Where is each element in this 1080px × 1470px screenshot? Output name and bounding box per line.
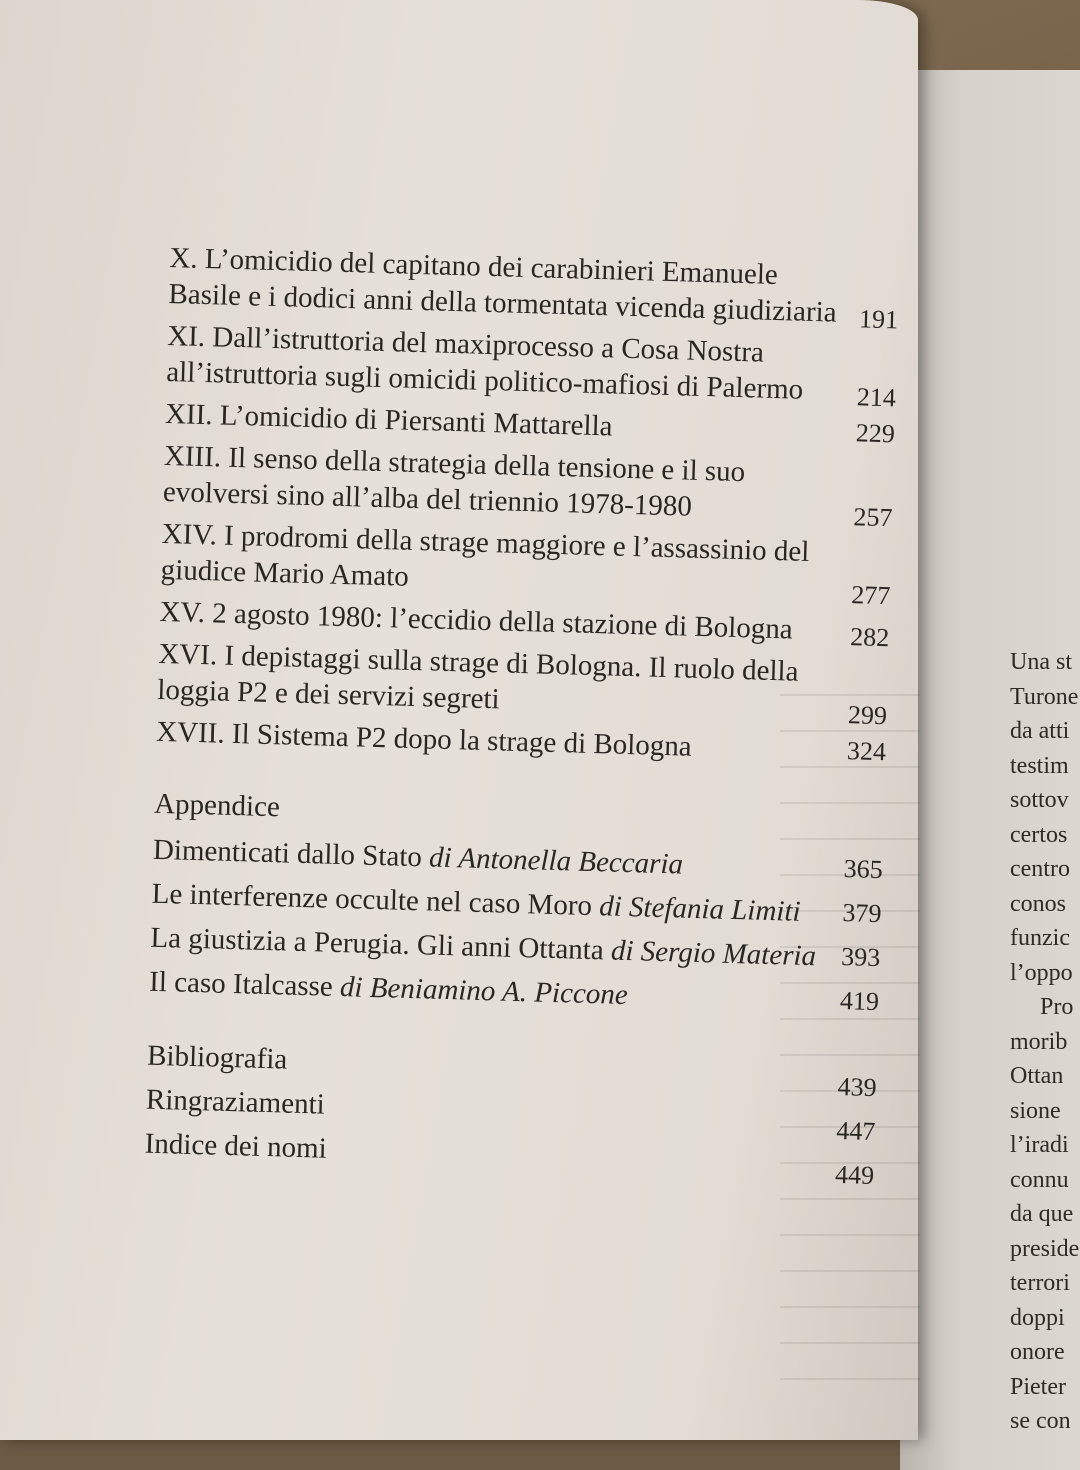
toc-entry-title: XIV. I prodromi della strage maggiore e l’assassinio del giudice Mario Amato [160,517,810,593]
toc-entry-page: 229 [855,418,896,449]
right-line: Pro [1040,994,1074,1020]
toc-entry [162,438,904,531]
right-line: preside [1010,1235,1080,1262]
table-of-contents [144,240,910,1190]
right-line: sione [1010,1097,1061,1124]
toc-entry [157,636,899,729]
back-matter-page: 447 [835,1115,876,1147]
toc-entry-title: XIII. Il senso della strategia della tensione e il suo evolversi sino all’alba del triennio 1978-1980 [162,439,746,523]
appendix-entry-title: Dimenticati dallo Stato [152,833,423,874]
appendix-entry-page: 393 [840,942,881,973]
right-line: funzic [1010,925,1070,951]
right-line: Pieter [1010,1373,1066,1400]
right-line: Una st [1010,649,1072,675]
toc-entry-title: XVI. I depistaggi sulla strage di Bologna. Il ruolo della loggia P2 e dei servizi segreti [156,637,799,716]
appendix-entry-author: di Sergio Materia [610,934,817,973]
back-matter-title: Indice dei nomi [144,1127,328,1165]
appendix-entry-author: di Antonella Beccaria [428,841,684,881]
right-line: connu [1010,1166,1069,1193]
right-line: conos [1010,890,1066,917]
right-line: l’iradi [1010,1132,1069,1158]
toc-entry [160,516,902,609]
toc-entry [166,318,908,411]
right-line: da atti [1010,718,1070,744]
toc-entry-title: XVII. Il Sistema P2 dopo la strage di Bologna [155,715,693,763]
right-page-text [1010,645,1080,1439]
back-matter-title: Bibliografia [146,1039,288,1076]
toc-entry-title: XII. L’omicidio di Piersanti Mattarella [164,397,613,443]
right-line: centro [1010,856,1070,882]
back-matter-title: Ringraziamenti [145,1083,326,1121]
right-line: Ottan [1010,1063,1064,1089]
toc-entry-page: 282 [849,622,890,653]
back-matter-page: 449 [834,1159,875,1191]
appendix-entry-title: Il caso Italcasse [148,965,334,1003]
right-line: l’oppo [1010,959,1073,986]
appendix-entry-title: La giustizia a Perugia. Gli anni Ottanta [150,921,605,967]
right-line: sottov [1010,787,1069,813]
appendix-entry-author: di Beniamino A. Piccone [339,971,629,1012]
appendix-heading: Appendice [153,787,281,824]
toc-entry-page: 214 [856,382,897,413]
appendix-entry-author: di Stefania Limiti [598,890,802,928]
back-matter-page: 439 [837,1071,878,1103]
right-line: Turone [1010,683,1079,710]
toc-entry-title: XI. Dall’istruttoria del maxiprocesso a Cosa Nostra all’istruttoria sugli omicidi politico-mafiosi di Palermo [165,319,804,406]
toc-entry-page: 324 [846,736,887,767]
right-line: morib [1010,1028,1068,1055]
right-line: certos [1010,821,1068,848]
right-line: onore [1010,1339,1065,1365]
right-line: terrori [1010,1270,1070,1296]
toc-entry-page: 277 [850,580,891,611]
appendix-entry-page: 379 [842,898,882,929]
toc-entry-page: 191 [858,304,899,335]
toc-entry-title: X. L’omicidio del capitano dei carabinieri Emanuele Basile e i dodici anni della tormentata vicenda giudiziaria [168,241,838,329]
toc-entry-title: XV. 2 agosto 1980: l’eccidio della stazione di Bologna [159,595,794,646]
right-line: testim [1010,752,1069,779]
right-line: da que [1010,1201,1074,1227]
appendix-entry-page: 365 [843,854,884,885]
toc-entry-page: 299 [847,700,888,731]
toc-entry-page: 257 [853,502,893,533]
appendix-entry-title: Le interferenze occulte nel caso Moro [151,877,593,923]
appendix-entry-page: 419 [839,986,880,1017]
right-line: doppi [1010,1304,1065,1331]
right-line: se con [1010,1408,1071,1434]
